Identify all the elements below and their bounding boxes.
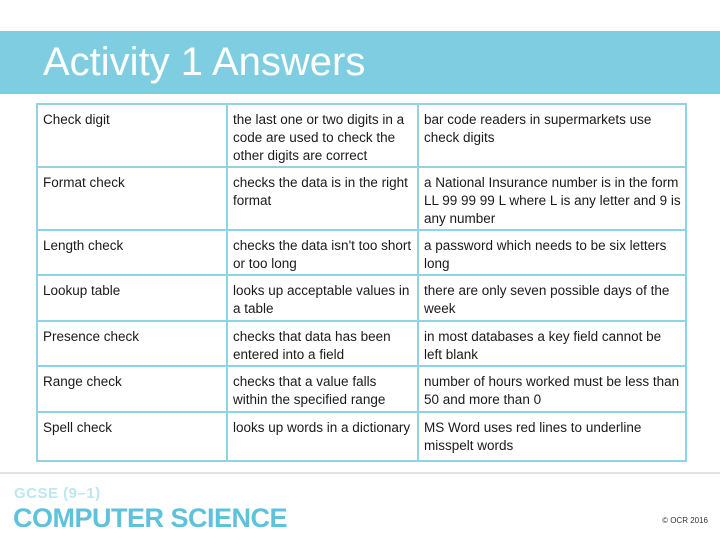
- table-row: [37, 104, 686, 167]
- logo-computer-science-text: COMPUTER SCIENCE: [13, 503, 288, 533]
- check-example: bar code readers in supermarkets use check digits: [418, 104, 686, 167]
- check-description: looks up words in a dictionary: [227, 412, 418, 461]
- logo-gcse-text: GCSE (9–1): [14, 485, 101, 502]
- check-example: there are only seven possible days of the week: [418, 275, 686, 321]
- table-row: [37, 167, 686, 230]
- check-description: checks the data is in the right format: [227, 167, 418, 230]
- check-name: Format check: [37, 167, 227, 230]
- check-name: Presence check: [37, 321, 227, 366]
- check-description: checks that data has been entered into a field: [227, 321, 418, 366]
- check-name: Lookup table: [37, 275, 227, 321]
- check-name: Range check: [37, 366, 227, 412]
- footer-divider: [0, 472, 720, 474]
- check-description: checks the data isn't too short or too long: [227, 230, 418, 275]
- check-description: checks that a value falls within the specified range: [227, 366, 418, 412]
- check-example: a password which needs to be six letters long: [418, 230, 686, 275]
- check-example: number of hours worked must be less than 50 and more than 0: [418, 366, 686, 412]
- table-row: [37, 230, 686, 275]
- check-name: Check digit: [37, 104, 227, 167]
- check-name: Spell check: [37, 412, 227, 461]
- check-example: a National Insurance number is in the form LL 99 99 99 L where L is any letter and 9 is any number: [418, 167, 686, 230]
- check-name: Length check: [37, 230, 227, 275]
- table-row: [37, 275, 686, 321]
- check-description: looks up acceptable values in a table: [227, 275, 418, 321]
- check-description: the last one or two digits in a code are used to check the other digits are correct: [227, 104, 418, 167]
- answers-table: [36, 103, 687, 462]
- check-example: in most databases a key field cannot be left blank: [418, 321, 686, 366]
- copyright-notice: © OCR 2016: [662, 516, 708, 525]
- table-row: [37, 321, 686, 366]
- table-row: [37, 366, 686, 412]
- check-example: MS Word uses red lines to underline misspelt words: [418, 412, 686, 461]
- table-row: [37, 412, 686, 461]
- slide-title: Activity 1 Answers: [43, 40, 366, 84]
